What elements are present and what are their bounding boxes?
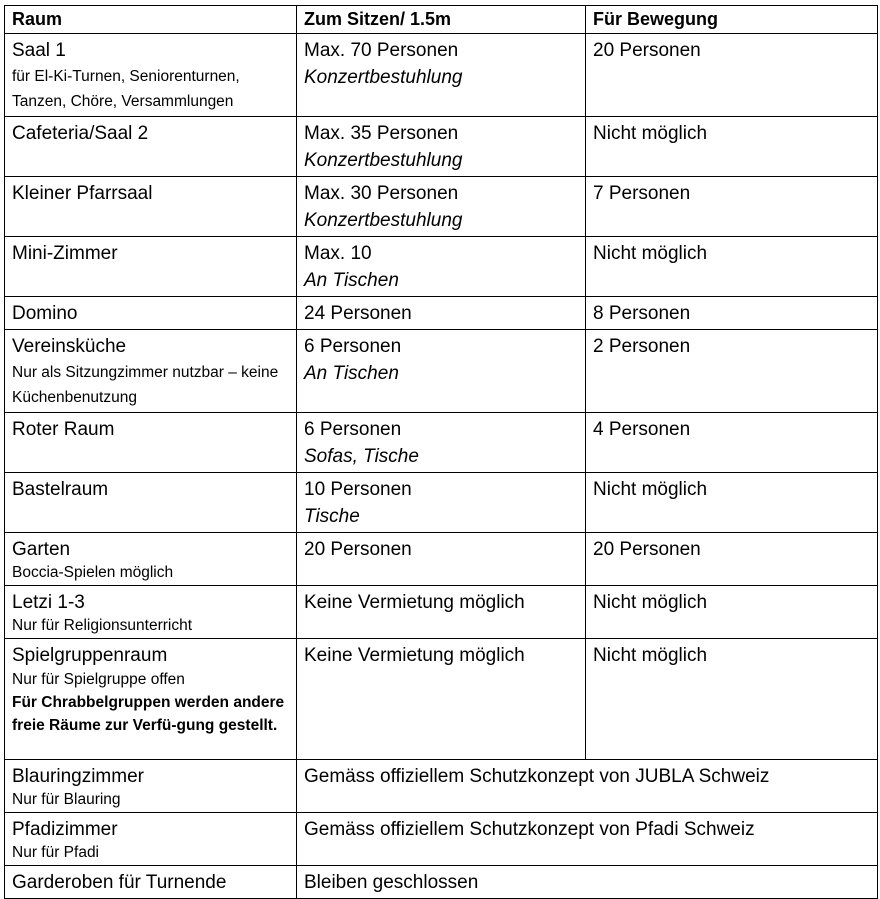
table-row bbox=[5, 34, 878, 117]
merged-note: Bleiben geschlossen bbox=[304, 872, 479, 893]
room-name: Blauringzimmer bbox=[12, 766, 144, 787]
seated-capacity: 6 Personen bbox=[304, 336, 402, 357]
seated-capacity: 20 Personen bbox=[304, 539, 412, 560]
seated-note: Tische bbox=[304, 506, 360, 527]
room-name: Mini-Zimmer bbox=[12, 243, 118, 264]
room-name: Cafeteria/Saal 2 bbox=[12, 123, 149, 144]
seated-cell bbox=[297, 297, 586, 330]
seated-cell bbox=[297, 639, 586, 760]
seated-capacity: 6 Personen bbox=[304, 419, 402, 440]
room-description-bold: Für Chrabbelgruppen werden andere freie Räume zur Verfü-gung gestellt. bbox=[12, 694, 285, 734]
seated-cell bbox=[297, 330, 586, 413]
seated-cell bbox=[297, 473, 586, 533]
room-cell bbox=[5, 237, 297, 297]
seated-cell bbox=[297, 533, 586, 586]
movement-capacity: Nicht möglich bbox=[593, 645, 708, 666]
movement-cell bbox=[586, 330, 878, 413]
seated-cell bbox=[297, 117, 586, 177]
table-row bbox=[5, 413, 878, 473]
movement-cell bbox=[586, 413, 878, 473]
seated-note: Konzertbestuhlung bbox=[304, 150, 463, 171]
room-description: Nur für Spielgruppe offen bbox=[12, 671, 185, 688]
room-cell bbox=[5, 330, 297, 413]
merged-cell bbox=[297, 813, 878, 866]
seated-capacity: Keine Vermietung möglich bbox=[304, 645, 525, 666]
rooms-table bbox=[4, 5, 878, 899]
seated-capacity: Max. 30 Personen bbox=[304, 183, 459, 204]
room-name: Garten bbox=[12, 539, 71, 560]
movement-capacity: Nicht möglich bbox=[593, 243, 708, 264]
room-name: Kleiner Pfarrsaal bbox=[12, 183, 153, 204]
merged-cell bbox=[297, 866, 878, 899]
seated-capacity: Max. 10 bbox=[304, 243, 372, 264]
header-seated: Zum Sitzen/ 1.5m bbox=[297, 6, 586, 34]
merged-cell bbox=[297, 760, 878, 813]
room-name: Spielgruppenraum bbox=[12, 645, 168, 666]
movement-cell bbox=[586, 177, 878, 237]
seated-capacity: Max. 35 Personen bbox=[304, 123, 459, 144]
room-name: Bastelraum bbox=[12, 479, 109, 500]
room-name: Letzi 1-3 bbox=[12, 592, 85, 613]
room-cell bbox=[5, 639, 297, 760]
table-row bbox=[5, 813, 878, 866]
room-name: Garderoben für Turnende bbox=[12, 872, 227, 893]
room-cell bbox=[5, 533, 297, 586]
room-cell bbox=[5, 297, 297, 330]
table-row bbox=[5, 117, 878, 177]
movement-cell bbox=[586, 117, 878, 177]
room-description: Nur für Blauring bbox=[12, 791, 121, 808]
room-name: Pfadizimmer bbox=[12, 819, 118, 840]
seated-note: An Tischen bbox=[304, 270, 399, 291]
movement-cell bbox=[586, 297, 878, 330]
room-cell bbox=[5, 866, 297, 899]
movement-cell bbox=[586, 237, 878, 297]
room-cell bbox=[5, 760, 297, 813]
table-row bbox=[5, 533, 878, 586]
table-row bbox=[5, 866, 878, 899]
room-cell bbox=[5, 117, 297, 177]
movement-cell bbox=[586, 586, 878, 639]
seated-note: Sofas, Tische bbox=[304, 446, 419, 467]
movement-cell bbox=[586, 34, 878, 117]
table-row bbox=[5, 473, 878, 533]
seated-cell bbox=[297, 237, 586, 297]
room-name: Saal 1 bbox=[12, 40, 66, 61]
table-row bbox=[5, 177, 878, 237]
table-header-row bbox=[5, 6, 878, 34]
room-name: Vereinsküche bbox=[12, 336, 127, 357]
room-cell bbox=[5, 177, 297, 237]
room-description: für El-Ki-Turnen, Seniorenturnen, Tanzen, Chöre, Versammlungen bbox=[12, 68, 240, 110]
movement-capacity: 8 Personen bbox=[593, 303, 691, 324]
room-description: Boccia-Spielen möglich bbox=[12, 564, 174, 581]
table-row bbox=[5, 586, 878, 639]
room-description: Nur für Religionsunterricht bbox=[12, 617, 193, 634]
table-row bbox=[5, 639, 878, 760]
movement-capacity: 2 Personen bbox=[593, 336, 691, 357]
room-description: Nur als Sitzungzimmer nutzbar – keine Küchenbenutzung bbox=[12, 364, 279, 406]
movement-capacity: 7 Personen bbox=[593, 183, 691, 204]
table-row bbox=[5, 297, 878, 330]
movement-capacity: 4 Personen bbox=[593, 419, 691, 440]
seated-cell bbox=[297, 177, 586, 237]
seated-note: Konzertbestuhlung bbox=[304, 210, 463, 231]
table-row bbox=[5, 330, 878, 413]
header-room: Raum bbox=[5, 6, 297, 34]
room-description: Nur für Pfadi bbox=[12, 844, 100, 861]
movement-cell bbox=[586, 473, 878, 533]
seated-capacity: 24 Personen bbox=[304, 303, 412, 324]
movement-cell bbox=[586, 533, 878, 586]
movement-capacity: 20 Personen bbox=[593, 539, 701, 560]
seated-note: An Tischen bbox=[304, 363, 399, 384]
seated-note: Konzertbestuhlung bbox=[304, 67, 463, 88]
table-row bbox=[5, 760, 878, 813]
movement-cell bbox=[586, 639, 878, 760]
movement-capacity: Nicht möglich bbox=[593, 479, 708, 500]
room-cell bbox=[5, 586, 297, 639]
seated-cell bbox=[297, 586, 586, 639]
room-name: Roter Raum bbox=[12, 419, 115, 440]
room-cell bbox=[5, 813, 297, 866]
seated-capacity: 10 Personen bbox=[304, 479, 412, 500]
seated-cell bbox=[297, 34, 586, 117]
merged-note: Gemäss offiziellem Schutzkonzept von JUBLA Schweiz bbox=[304, 766, 770, 787]
room-cell bbox=[5, 34, 297, 117]
header-movement: Für Bewegung bbox=[586, 6, 878, 34]
table-row bbox=[5, 237, 878, 297]
movement-capacity: Nicht möglich bbox=[593, 123, 708, 144]
seated-cell bbox=[297, 413, 586, 473]
movement-capacity: Nicht möglich bbox=[593, 592, 708, 613]
merged-note: Gemäss offiziellem Schutzkonzept von Pfadi Schweiz bbox=[304, 819, 755, 840]
seated-capacity: Keine Vermietung möglich bbox=[304, 592, 525, 613]
room-cell bbox=[5, 413, 297, 473]
seated-capacity: Max. 70 Personen bbox=[304, 40, 459, 61]
room-name: Domino bbox=[12, 303, 78, 324]
movement-capacity: 20 Personen bbox=[593, 40, 701, 61]
room-cell bbox=[5, 473, 297, 533]
